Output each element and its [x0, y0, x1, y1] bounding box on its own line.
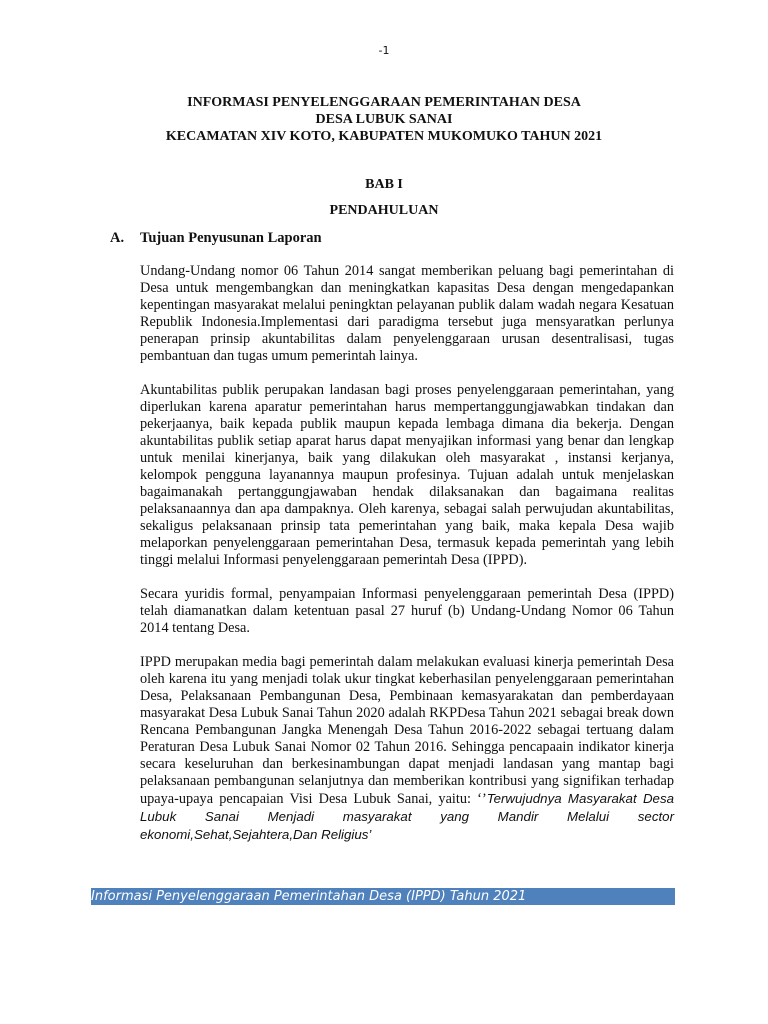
paragraph-4 — [140, 654, 674, 844]
chapter-heading — [0, 172, 768, 224]
document-title — [0, 94, 768, 145]
paragraph-4-text: IPPD merupakan media bagi pemerintah dalam melakukan evaluasi kinerja pemerintah Desa oleh karena itu yang menjadi tolak ukur tingkat keberhasilan penyelenggaraan pemerintahan Desa, Pelaksanaan Pembangunan Desa, Pembinaan kemasyarakatan dan pemberdayaan masyarakat Desa Lubuk Sanai Tahun 2020 adalah RKPDesa Tahun 2021 sebagai break down Rencana Pembangunan Jangka Menengah Desa Tahun 2016-2022 sebagai tertuang dalam Peraturan Desa Lubuk Sanai Nomor 02 Tahun 2016. Sehingga pencapaain indikator kinerja secara keseluruhan dan berkesinambungan dapat menjadi landasan yang mantap bagi pelaksanaan pembangunan selanjutnya dan memberikan kontribusi yang signifikan terhadap upaya-upaya pencapaian Visi Desa Lubuk Sanai, yaitu: ‘’ — [140, 654, 674, 807]
paragraph-2: Akuntabilitas publik perupakan landasan bagi proses penyelenggaraan pemerintahan, yang diperlukan karena aparatur pemerintahan harus mempertanggungjawabkan tindakan dan pekerjaanya, baik kepada publik maupun kepada lembaga dimana dia bekerja. Dengan akuntabilitas publik setiap aparat harus dapat menyajikan informasi yang benar dan lengkap untuk menilai kinerjanya, baik yang dilakukan oleh masyarakat , instansi kerjanya, kelompok pengguna layanannya maupun profesinya. Tujuan adalah untuk menjelaskan bagaimanakah pertanggungjawaban hendak dilaksanakan dan bagaimana realitas pelaksanaannya dan apa dampaknya. Oleh karenya, sebagai salah perwujudan akuntabilitas, sekaligus pelaksanaan prinsip tata pemerintahan yang baik, maka kepala Desa wajib melaporkan penyelenggaraan pemerintahan Desa, termasuk kepada pemerintah yang lebih tinggi melalui Informasi penyelenggaraan pemerintah Desa (IPPD). — [140, 382, 674, 568]
vision-statement: Terwujudnya Masyarakat Desa Lubuk Sanai Menjadi masyarakat yang Mandir Melalui sector ekonomi,Sehat,Sejahtera,Dan Religius’ — [140, 791, 674, 842]
page-number: -1 — [378, 44, 390, 57]
section-title: Tujuan Penyusunan Laporan — [140, 230, 322, 246]
paragraph-3: Secara yuridis formal, penyampaian Informasi penyelenggaraan pemerintah Desa (IPPD) telah diamanatkan dalam ketentuan pasal 27 huruf (b) Undang-Undang Nomor 06 Tahun 2014 tentang Desa. — [140, 586, 674, 636]
section-marker: A. — [110, 230, 125, 246]
title-line-3: KECAMATAN XIV KOTO, KABUPATEN MUKOMUKO TAHUN 2021 — [165, 129, 603, 144]
body-text — [140, 263, 674, 844]
footer-banner: Informasi Penyelenggaraan Pemerintahan Desa (IPPD) Tahun 2021 — [91, 888, 675, 905]
section-heading — [110, 230, 322, 247]
chapter-number: BAB I — [365, 177, 403, 192]
chapter-name: PENDAHULUAN — [329, 203, 439, 218]
title-line-1: INFORMASI PENYELENGGARAAN PEMERINTAHAN DESA — [187, 95, 581, 110]
paragraph-1: Undang-Undang nomor 06 Tahun 2014 sangat memberikan peluang bagi pemerintahan di Desa untuk mengembangkan dan meningkatkan kapasitas Desa dengan mengedapankan kepentingan masyarakat melalui peningktan pelayanan publik dalam wadah negara Kesatuan Republik Indonesia.Implementasi dari paradigma tersebut juga mensyaratkan perlunya penerapan prinsip akuntabilitas dalam penyelenggaraan urusan desentralisasi, tugas pembantuan dan tugas umum pemerintah lainya. — [140, 263, 674, 364]
title-line-2: DESA LUBUK SANAI — [315, 112, 453, 127]
